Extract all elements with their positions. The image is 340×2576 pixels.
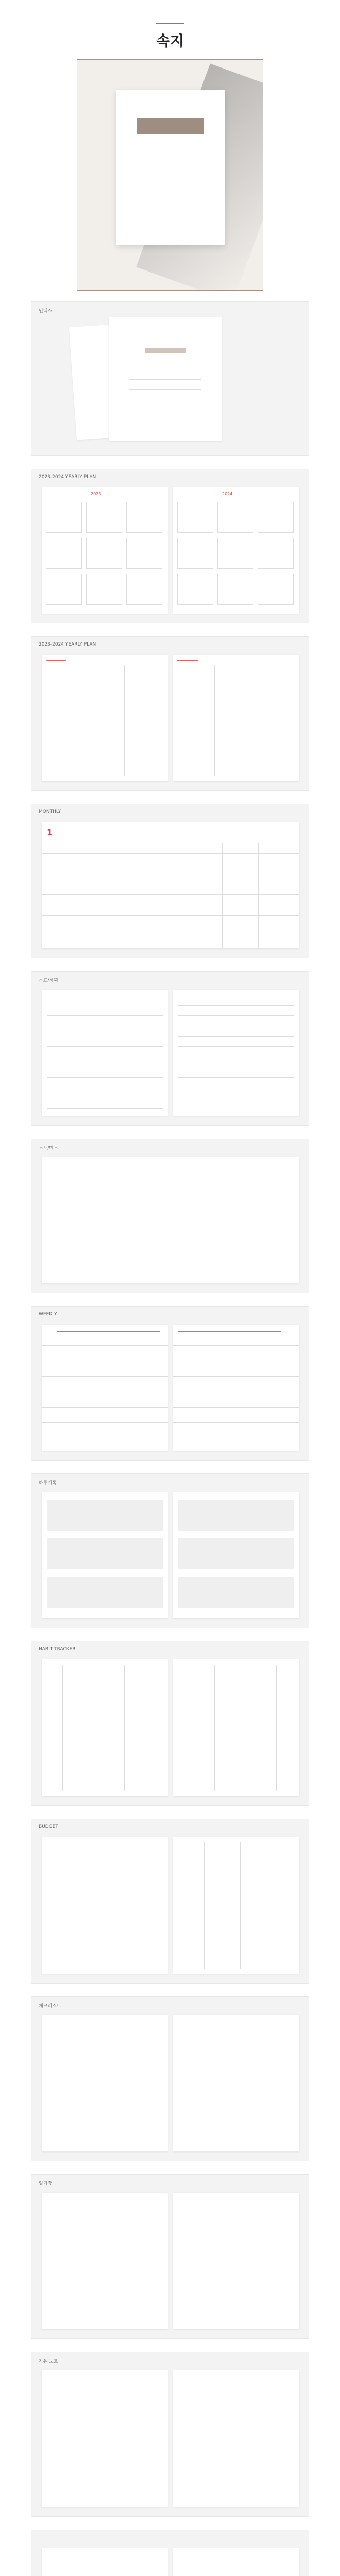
title-accent-bar [156, 23, 184, 24]
section-checklist [31, 1996, 309, 2161]
section-label: MONTHLY [39, 809, 61, 815]
section-extra-1 [31, 2530, 309, 2576]
section-weekly [31, 1306, 309, 1461]
section-monthly: MONTHLY 1 [31, 804, 309, 958]
section-label: HABIT TRACKER [39, 1647, 76, 1652]
section-diary [31, 2174, 309, 2339]
section-yearly-list [31, 636, 309, 791]
section-label: 노트/메모 [39, 1146, 58, 1151]
section-budget [31, 1819, 309, 1984]
page-title: 속지 [156, 32, 184, 49]
section-cover [31, 301, 309, 456]
section-free-note [31, 2352, 309, 2517]
section-label: 일기장 [39, 2181, 53, 2187]
section-label: 목표/계획 [39, 978, 58, 984]
section-label: 2023-2024 YEARLY PLAN [39, 474, 96, 480]
section-notes [31, 1139, 309, 1293]
section-goal [31, 971, 309, 1126]
section-label: BUDGET [39, 1824, 58, 1829]
section-label: WEEKLY [39, 1312, 57, 1317]
section-label: 하루기록 [39, 1481, 57, 1486]
section-habit-tracker [31, 1641, 309, 1806]
cover-card [116, 90, 225, 245]
section-label: 2023-2024 YEARLY PLAN [39, 642, 96, 647]
section-label: 체크리스트 [39, 2004, 61, 2009]
section-yearly-plan: 2023-2024 YEARLY PLAN 2023 2024 [31, 469, 309, 623]
section-label: 인덱스 [39, 309, 53, 314]
section-label: 자유 노트 [39, 2359, 58, 2364]
section-daily [31, 1473, 309, 1628]
hero-image [77, 59, 263, 291]
